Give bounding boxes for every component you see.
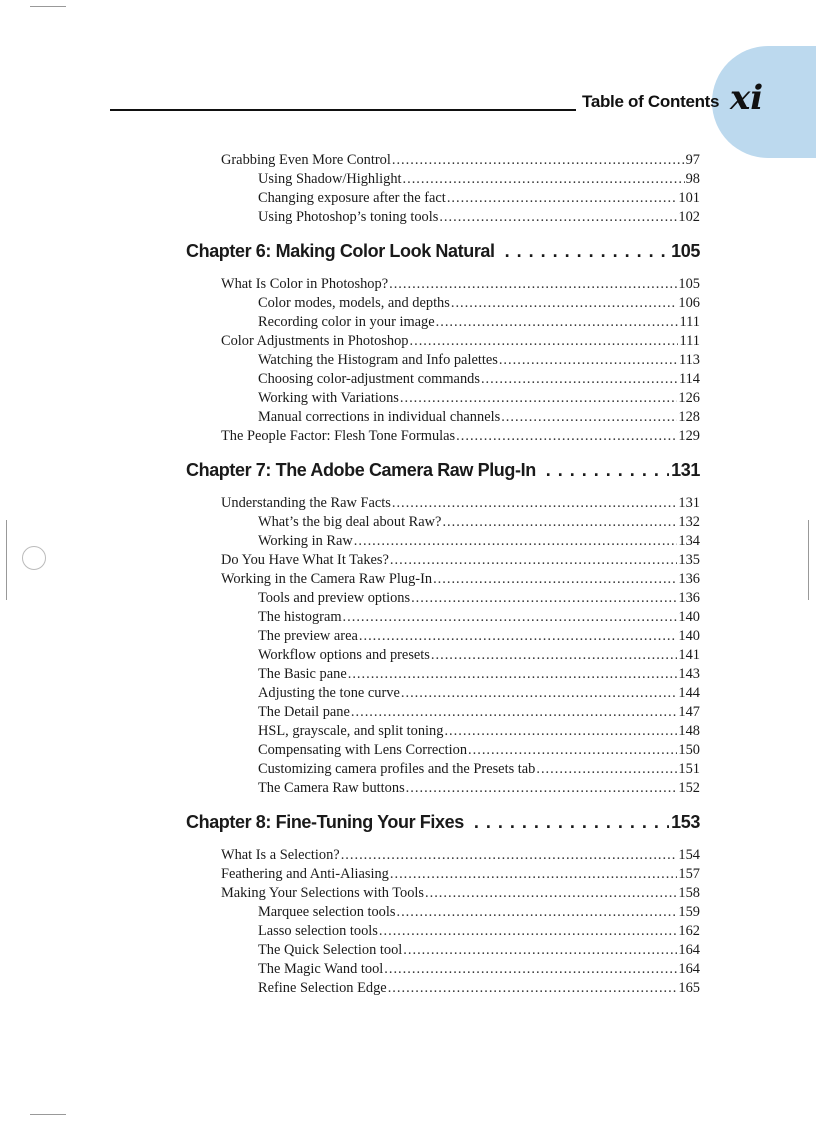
toc-entry[interactable]: Workflow options and presets ..... 141 bbox=[258, 646, 700, 665]
crop-mark-right bbox=[808, 520, 809, 600]
toc-entry[interactable]: Compensating with Lens Correction ..... 150 bbox=[258, 741, 700, 760]
toc-entry[interactable]: What’s the big deal about Raw? ..... 132 bbox=[258, 513, 700, 532]
toc-entry[interactable]: Feathering and Anti-Aliasing ..... 157 bbox=[221, 865, 700, 884]
toc-entry[interactable]: The preview area ..... 140 bbox=[258, 627, 700, 646]
toc-entry[interactable]: Using Photoshop’s toning tools ..... 102 bbox=[258, 208, 700, 227]
toc-entry[interactable]: The Camera Raw buttons ..... 152 bbox=[258, 779, 700, 798]
chapter-heading[interactable]: Chapter 6: Making Color Look Natural . . . 105 bbox=[186, 240, 700, 262]
crop-mark-bottom-left bbox=[30, 1114, 66, 1115]
crop-mark-top-left bbox=[30, 6, 66, 7]
toc-entry[interactable]: Recording color in your image ..... 111 bbox=[258, 313, 700, 332]
toc-entry[interactable]: Working in Raw ..... 134 bbox=[258, 532, 700, 551]
toc-entry[interactable]: The histogram ..... 140 bbox=[258, 608, 700, 627]
page-number: xi bbox=[730, 78, 764, 118]
crop-mark-left-upper bbox=[6, 520, 7, 600]
page-number-badge bbox=[712, 46, 816, 158]
toc-entry[interactable]: Using Shadow/Highlight ..... 98 bbox=[258, 170, 700, 189]
toc-entry[interactable]: Color Adjustments in Photoshop ..... 111 bbox=[221, 332, 700, 351]
toc-entry[interactable]: Refine Selection Edge ..... 165 bbox=[258, 979, 700, 998]
toc-entry[interactable]: Adjusting the tone curve ..... 144 bbox=[258, 684, 700, 703]
header-rule bbox=[110, 109, 576, 111]
toc-entry[interactable]: Lasso selection tools ..... 162 bbox=[258, 922, 700, 941]
toc-entry[interactable]: Working with Variations ..... 126 bbox=[258, 389, 700, 408]
toc-entry[interactable]: Understanding the Raw Facts ..... 131 bbox=[221, 494, 700, 513]
toc-entry[interactable]: Choosing color-adjustment commands ..... 114 bbox=[258, 370, 700, 389]
toc-entry[interactable]: Customizing camera profiles and the Presets tab ..... 151 bbox=[258, 760, 700, 779]
toc-entry[interactable]: Working in the Camera Raw Plug-In ..... 136 bbox=[221, 570, 700, 589]
toc-entry[interactable]: Making Your Selections with Tools ..... 158 bbox=[221, 884, 700, 903]
toc-entry[interactable]: Grabbing Even More Control ..... 97 bbox=[221, 151, 700, 170]
toc-entry[interactable]: What Is a Selection? ..... 154 bbox=[221, 846, 700, 865]
toc-entry[interactable]: Marquee selection tools ..... 159 bbox=[258, 903, 700, 922]
toc-entry[interactable]: What Is Color in Photoshop? ..... 105 bbox=[221, 275, 700, 294]
toc-entry[interactable]: Manual corrections in individual channels ..... 128 bbox=[258, 408, 700, 427]
toc-entry[interactable]: Do You Have What It Takes? ..... 135 bbox=[221, 551, 700, 570]
toc-entry[interactable]: HSL, grayscale, and split toning ..... 148 bbox=[258, 722, 700, 741]
chapter-heading[interactable]: Chapter 8: Fine-Tuning Your Fixes . . . 153 bbox=[186, 811, 700, 833]
toc-entry[interactable]: The Magic Wand tool ..... 164 bbox=[258, 960, 700, 979]
chapter-heading[interactable]: Chapter 7: The Adobe Camera Raw Plug-In . . . 131 bbox=[186, 459, 700, 481]
toc-entry[interactable]: The Basic pane ..... 143 bbox=[258, 665, 700, 684]
toc-entry[interactable]: Tools and preview options ..... 136 bbox=[258, 589, 700, 608]
toc-entry[interactable]: Color modes, models, and depths ..... 106 bbox=[258, 294, 700, 313]
registration-mark-icon bbox=[22, 546, 46, 570]
toc-entry[interactable]: Changing exposure after the fact ..... 101 bbox=[258, 189, 700, 208]
toc-entry[interactable]: The Quick Selection tool ..... 164 bbox=[258, 941, 700, 960]
running-header-title: Table of Contents bbox=[582, 92, 720, 111]
toc-entry[interactable]: Watching the Histogram and Info palettes ..... 113 bbox=[258, 351, 700, 370]
toc-entry[interactable]: The People Factor: Flesh Tone Formulas ..... 129 bbox=[221, 427, 700, 446]
toc-entry[interactable]: The Detail pane ..... 147 bbox=[258, 703, 700, 722]
